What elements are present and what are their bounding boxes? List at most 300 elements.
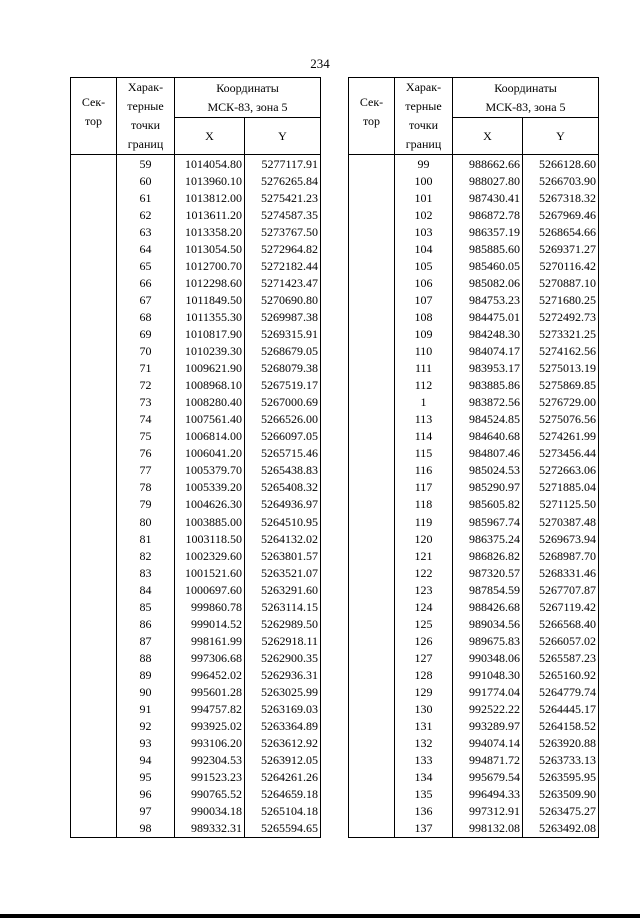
y-coordinate-cell: 5274162.56 [523, 343, 599, 360]
table-row [349, 666, 599, 683]
header-y: Y [523, 118, 599, 155]
y-coordinate-cell: 5263612.92 [245, 735, 321, 752]
table-row [349, 257, 599, 274]
x-coordinate-cell: 994074.14 [453, 735, 523, 752]
y-coordinate-cell: 5263364.89 [245, 718, 321, 735]
x-coordinate-cell: 1008968.10 [175, 377, 245, 394]
point-number-cell: 127 [395, 649, 453, 666]
y-coordinate-cell: 5263733.13 [523, 752, 599, 769]
sector-cell [71, 206, 117, 223]
point-number-cell: 67 [117, 291, 175, 308]
y-coordinate-cell: 5270116.42 [523, 257, 599, 274]
x-coordinate-cell: 986872.78 [453, 206, 523, 223]
sector-cell [349, 479, 395, 496]
point-number-cell: 111 [395, 360, 453, 377]
table-row [349, 223, 599, 240]
x-coordinate-cell: 985605.82 [453, 496, 523, 513]
y-coordinate-cell: 5275421.23 [245, 189, 321, 206]
point-number-cell: 98 [117, 820, 175, 838]
x-coordinate-cell: 1001521.60 [175, 564, 245, 581]
sector-cell [71, 394, 117, 411]
sector-cell [349, 291, 395, 308]
sector-cell [71, 547, 117, 564]
sector-cell [71, 291, 117, 308]
table-row [349, 769, 599, 786]
y-coordinate-cell: 5268679.05 [245, 343, 321, 360]
table-row [349, 291, 599, 308]
sector-cell [349, 598, 395, 615]
x-coordinate-cell: 989675.83 [453, 632, 523, 649]
x-coordinate-cell: 985885.60 [453, 240, 523, 257]
table-row [71, 735, 321, 752]
x-coordinate-cell: 1011355.30 [175, 308, 245, 325]
x-coordinate-cell: 988027.80 [453, 172, 523, 189]
x-coordinate-cell: 989034.56 [453, 615, 523, 632]
point-number-cell: 121 [395, 547, 453, 564]
header-coordinates: Координаты МСК-83, зона 5 [453, 78, 599, 118]
x-coordinate-cell: 991523.23 [175, 769, 245, 786]
point-number-cell: 132 [395, 735, 453, 752]
y-coordinate-cell: 5263595.95 [523, 769, 599, 786]
point-number-cell: 92 [117, 718, 175, 735]
table-row [71, 394, 321, 411]
x-coordinate-cell: 1013812.00 [175, 189, 245, 206]
x-coordinate-cell: 985024.53 [453, 462, 523, 479]
x-coordinate-cell: 1012700.70 [175, 257, 245, 274]
y-coordinate-cell: 5272964.82 [245, 240, 321, 257]
x-coordinate-cell: 993289.97 [453, 718, 523, 735]
sector-cell [349, 513, 395, 530]
x-coordinate-cell: 984524.85 [453, 411, 523, 428]
x-coordinate-cell: 984753.23 [453, 291, 523, 308]
y-coordinate-cell: 5270887.10 [523, 274, 599, 291]
y-coordinate-cell: 5267969.46 [523, 206, 599, 223]
y-coordinate-cell: 5269987.38 [245, 308, 321, 325]
y-coordinate-cell: 5267318.32 [523, 189, 599, 206]
x-coordinate-cell: 986375.24 [453, 530, 523, 547]
y-coordinate-cell: 5271680.25 [523, 291, 599, 308]
point-number-cell: 70 [117, 343, 175, 360]
table-row [349, 308, 599, 325]
x-coordinate-cell: 996452.02 [175, 666, 245, 683]
x-coordinate-cell: 986357.19 [453, 223, 523, 240]
y-coordinate-cell: 5271125.50 [523, 496, 599, 513]
point-number-cell: 133 [395, 752, 453, 769]
sector-cell [71, 274, 117, 291]
y-coordinate-cell: 5270387.48 [523, 513, 599, 530]
point-number-cell: 116 [395, 462, 453, 479]
sector-cell [349, 343, 395, 360]
table-row [71, 564, 321, 581]
x-coordinate-cell: 998132.08 [453, 820, 523, 838]
y-coordinate-cell: 5266568.40 [523, 615, 599, 632]
table-row [349, 155, 599, 173]
sector-cell [349, 240, 395, 257]
coordinates-table-left [70, 77, 321, 838]
table-row [71, 615, 321, 632]
point-number-cell: 79 [117, 496, 175, 513]
y-coordinate-cell: 5264158.52 [523, 718, 599, 735]
x-coordinate-cell: 1006041.20 [175, 445, 245, 462]
y-coordinate-cell: 5263475.27 [523, 803, 599, 820]
point-number-cell: 103 [395, 223, 453, 240]
table-row [71, 632, 321, 649]
x-coordinate-cell: 990034.18 [175, 803, 245, 820]
point-number-cell: 81 [117, 530, 175, 547]
sector-cell [349, 189, 395, 206]
y-coordinate-cell: 5266057.02 [523, 632, 599, 649]
x-coordinate-cell: 986826.82 [453, 547, 523, 564]
y-coordinate-cell: 5263521.07 [245, 564, 321, 581]
sector-cell [349, 718, 395, 735]
sector-cell [349, 564, 395, 581]
x-coordinate-cell: 987430.41 [453, 189, 523, 206]
point-number-cell: 88 [117, 649, 175, 666]
x-coordinate-cell: 1013054.50 [175, 240, 245, 257]
y-coordinate-cell: 5275013.19 [523, 360, 599, 377]
table-row [349, 394, 599, 411]
table-row [349, 683, 599, 700]
table-row [71, 308, 321, 325]
coordinates-table-right [348, 77, 599, 838]
table-row [71, 752, 321, 769]
sector-cell [71, 360, 117, 377]
sector-cell [349, 649, 395, 666]
table-row [349, 411, 599, 428]
y-coordinate-cell: 5262989.50 [245, 615, 321, 632]
table-row [71, 513, 321, 530]
y-coordinate-cell: 5262900.35 [245, 649, 321, 666]
sector-cell [349, 530, 395, 547]
y-coordinate-cell: 5273456.44 [523, 445, 599, 462]
y-coordinate-cell: 5267000.69 [245, 394, 321, 411]
x-coordinate-cell: 992304.53 [175, 752, 245, 769]
point-number-cell: 101 [395, 189, 453, 206]
table-row [349, 240, 599, 257]
point-number-cell: 119 [395, 513, 453, 530]
point-number-cell: 1 [395, 394, 453, 411]
x-coordinate-cell: 997312.91 [453, 803, 523, 820]
point-number-cell: 84 [117, 581, 175, 598]
table-row [349, 206, 599, 223]
table-row [349, 343, 599, 360]
table-row [71, 496, 321, 513]
table-row [349, 786, 599, 803]
point-number-cell: 72 [117, 377, 175, 394]
point-number-cell: 123 [395, 581, 453, 598]
x-coordinate-cell: 992522.22 [453, 701, 523, 718]
x-coordinate-cell: 991048.30 [453, 666, 523, 683]
sector-cell [71, 496, 117, 513]
y-coordinate-cell: 5274261.99 [523, 428, 599, 445]
header-sector: Сек- тор [71, 78, 117, 155]
point-number-cell: 62 [117, 206, 175, 223]
y-coordinate-cell: 5266097.05 [245, 428, 321, 445]
sector-cell [349, 786, 395, 803]
x-coordinate-cell: 1011849.50 [175, 291, 245, 308]
point-number-cell: 83 [117, 564, 175, 581]
sector-cell [71, 701, 117, 718]
x-coordinate-cell: 1003885.00 [175, 513, 245, 530]
x-coordinate-cell: 1010239.30 [175, 343, 245, 360]
x-coordinate-cell: 983872.56 [453, 394, 523, 411]
point-number-cell: 73 [117, 394, 175, 411]
point-number-cell: 65 [117, 257, 175, 274]
header-x: X [175, 118, 245, 155]
point-number-cell: 131 [395, 718, 453, 735]
point-number-cell: 68 [117, 308, 175, 325]
table-row [349, 479, 599, 496]
point-number-cell: 74 [117, 411, 175, 428]
sector-cell [71, 786, 117, 803]
x-coordinate-cell: 985082.06 [453, 274, 523, 291]
header-sector: Сек- тор [349, 78, 395, 155]
header-characteristic-points: Харак- терные точки границ [395, 78, 453, 155]
table-row [71, 530, 321, 547]
point-number-cell: 129 [395, 683, 453, 700]
x-coordinate-cell: 988662.66 [453, 155, 523, 173]
x-coordinate-cell: 1004626.30 [175, 496, 245, 513]
y-coordinate-cell: 5267707.87 [523, 581, 599, 598]
sector-cell [349, 257, 395, 274]
table-row [71, 428, 321, 445]
y-coordinate-cell: 5276729.00 [523, 394, 599, 411]
x-coordinate-cell: 994871.72 [453, 752, 523, 769]
table-row [349, 428, 599, 445]
point-number-cell: 66 [117, 274, 175, 291]
table-row [71, 683, 321, 700]
y-coordinate-cell: 5268654.66 [523, 223, 599, 240]
x-coordinate-cell: 999860.78 [175, 598, 245, 615]
point-number-cell: 78 [117, 479, 175, 496]
x-coordinate-cell: 999014.52 [175, 615, 245, 632]
point-number-cell: 69 [117, 325, 175, 342]
table-row [349, 701, 599, 718]
x-coordinate-cell: 1005339.20 [175, 479, 245, 496]
point-number-cell: 63 [117, 223, 175, 240]
point-number-cell: 94 [117, 752, 175, 769]
x-coordinate-cell: 1013358.20 [175, 223, 245, 240]
table-row [349, 718, 599, 735]
y-coordinate-cell: 5265438.83 [245, 462, 321, 479]
table-row [349, 496, 599, 513]
y-coordinate-cell: 5268987.70 [523, 547, 599, 564]
table-row [71, 223, 321, 240]
sector-cell [71, 325, 117, 342]
sector-cell [71, 615, 117, 632]
sector-cell [349, 581, 395, 598]
sector-cell [71, 769, 117, 786]
sector-cell [71, 223, 117, 240]
point-number-cell: 77 [117, 462, 175, 479]
point-number-cell: 64 [117, 240, 175, 257]
sector-cell [71, 479, 117, 496]
x-coordinate-cell: 988426.68 [453, 598, 523, 615]
sector-cell [71, 752, 117, 769]
table-row [349, 649, 599, 666]
table-row [71, 649, 321, 666]
y-coordinate-cell: 5266128.60 [523, 155, 599, 173]
table-row [71, 718, 321, 735]
y-coordinate-cell: 5264132.02 [245, 530, 321, 547]
table-row [349, 581, 599, 598]
header-y: Y [245, 118, 321, 155]
sector-cell [349, 274, 395, 291]
point-number-cell: 137 [395, 820, 453, 838]
y-coordinate-cell: 5263801.57 [245, 547, 321, 564]
table-row [349, 735, 599, 752]
y-coordinate-cell: 5268079.38 [245, 360, 321, 377]
y-coordinate-cell: 5269315.91 [245, 325, 321, 342]
x-coordinate-cell: 983953.17 [453, 360, 523, 377]
point-number-cell: 128 [395, 666, 453, 683]
y-coordinate-cell: 5266526.00 [245, 411, 321, 428]
y-coordinate-cell: 5263509.90 [523, 786, 599, 803]
sector-cell [349, 820, 395, 838]
table-row [349, 632, 599, 649]
y-coordinate-cell: 5264936.97 [245, 496, 321, 513]
point-number-cell: 75 [117, 428, 175, 445]
sector-cell [71, 564, 117, 581]
table-row [349, 598, 599, 615]
x-coordinate-cell: 991774.04 [453, 683, 523, 700]
y-coordinate-cell: 5265587.23 [523, 649, 599, 666]
y-coordinate-cell: 5272182.44 [245, 257, 321, 274]
x-coordinate-cell: 1000697.60 [175, 581, 245, 598]
sector-cell [349, 308, 395, 325]
y-coordinate-cell: 5271885.04 [523, 479, 599, 496]
table-row [71, 701, 321, 718]
point-number-cell: 90 [117, 683, 175, 700]
x-coordinate-cell: 990765.52 [175, 786, 245, 803]
point-number-cell: 120 [395, 530, 453, 547]
table-row [71, 240, 321, 257]
point-number-cell: 134 [395, 769, 453, 786]
sector-cell [71, 343, 117, 360]
y-coordinate-cell: 5263114.15 [245, 598, 321, 615]
sector-cell [349, 701, 395, 718]
table-row [349, 189, 599, 206]
table-row [349, 820, 599, 838]
x-coordinate-cell: 983885.86 [453, 377, 523, 394]
sector-cell [349, 683, 395, 700]
y-coordinate-cell: 5265160.92 [523, 666, 599, 683]
point-number-cell: 118 [395, 496, 453, 513]
y-coordinate-cell: 5263912.05 [245, 752, 321, 769]
point-number-cell: 86 [117, 615, 175, 632]
table-row [71, 803, 321, 820]
y-coordinate-cell: 5273321.25 [523, 325, 599, 342]
point-number-cell: 112 [395, 377, 453, 394]
table-row [71, 411, 321, 428]
table-row [349, 752, 599, 769]
point-number-cell: 85 [117, 598, 175, 615]
x-coordinate-cell: 1012298.60 [175, 274, 245, 291]
point-number-cell: 76 [117, 445, 175, 462]
sector-cell [349, 666, 395, 683]
y-coordinate-cell: 5265408.32 [245, 479, 321, 496]
point-number-cell: 110 [395, 343, 453, 360]
sector-cell [349, 206, 395, 223]
table-row [71, 820, 321, 838]
x-coordinate-cell: 989332.31 [175, 820, 245, 838]
x-coordinate-cell: 995601.28 [175, 683, 245, 700]
y-coordinate-cell: 5263291.60 [245, 581, 321, 598]
sector-cell [71, 735, 117, 752]
table-row [71, 581, 321, 598]
sector-cell [71, 257, 117, 274]
point-number-cell: 96 [117, 786, 175, 803]
sector-cell [71, 803, 117, 820]
sector-cell [71, 598, 117, 615]
point-number-cell: 136 [395, 803, 453, 820]
sector-cell [71, 820, 117, 838]
table-row [349, 513, 599, 530]
table-row [71, 155, 321, 173]
table-row [71, 257, 321, 274]
table-row [349, 803, 599, 820]
point-number-cell: 107 [395, 291, 453, 308]
x-coordinate-cell: 985460.05 [453, 257, 523, 274]
table-row [349, 564, 599, 581]
x-coordinate-cell: 993106.20 [175, 735, 245, 752]
point-number-cell: 124 [395, 598, 453, 615]
y-coordinate-cell: 5262918.11 [245, 632, 321, 649]
y-coordinate-cell: 5270690.80 [245, 291, 321, 308]
point-number-cell: 105 [395, 257, 453, 274]
table-row [349, 615, 599, 632]
x-coordinate-cell: 994757.82 [175, 701, 245, 718]
point-number-cell: 82 [117, 547, 175, 564]
x-coordinate-cell: 1006814.00 [175, 428, 245, 445]
sector-cell [349, 377, 395, 394]
point-number-cell: 60 [117, 172, 175, 189]
point-number-cell: 102 [395, 206, 453, 223]
sector-cell [349, 155, 395, 173]
x-coordinate-cell: 990348.06 [453, 649, 523, 666]
table-row [349, 547, 599, 564]
x-coordinate-cell: 984807.46 [453, 445, 523, 462]
y-coordinate-cell: 5264261.26 [245, 769, 321, 786]
sector-cell [349, 394, 395, 411]
sector-cell [71, 632, 117, 649]
table-row [71, 291, 321, 308]
y-coordinate-cell: 5266703.90 [523, 172, 599, 189]
sector-cell [349, 735, 395, 752]
table-row [71, 189, 321, 206]
table-row [71, 274, 321, 291]
point-number-cell: 106 [395, 274, 453, 291]
sector-cell [349, 496, 395, 513]
table-row [71, 462, 321, 479]
point-number-cell: 99 [395, 155, 453, 173]
sector-cell [71, 411, 117, 428]
table-row [349, 445, 599, 462]
page-number: 234 [310, 56, 330, 71]
sector-cell [71, 718, 117, 735]
y-coordinate-cell: 5273767.50 [245, 223, 321, 240]
point-number-cell: 87 [117, 632, 175, 649]
table-row [71, 769, 321, 786]
point-number-cell: 104 [395, 240, 453, 257]
sector-cell [71, 666, 117, 683]
y-coordinate-cell: 5265715.46 [245, 445, 321, 462]
y-coordinate-cell: 5263492.08 [523, 820, 599, 838]
sector-cell [71, 428, 117, 445]
sector-cell [71, 155, 117, 173]
x-coordinate-cell: 998161.99 [175, 632, 245, 649]
y-coordinate-cell: 5265104.18 [245, 803, 321, 820]
